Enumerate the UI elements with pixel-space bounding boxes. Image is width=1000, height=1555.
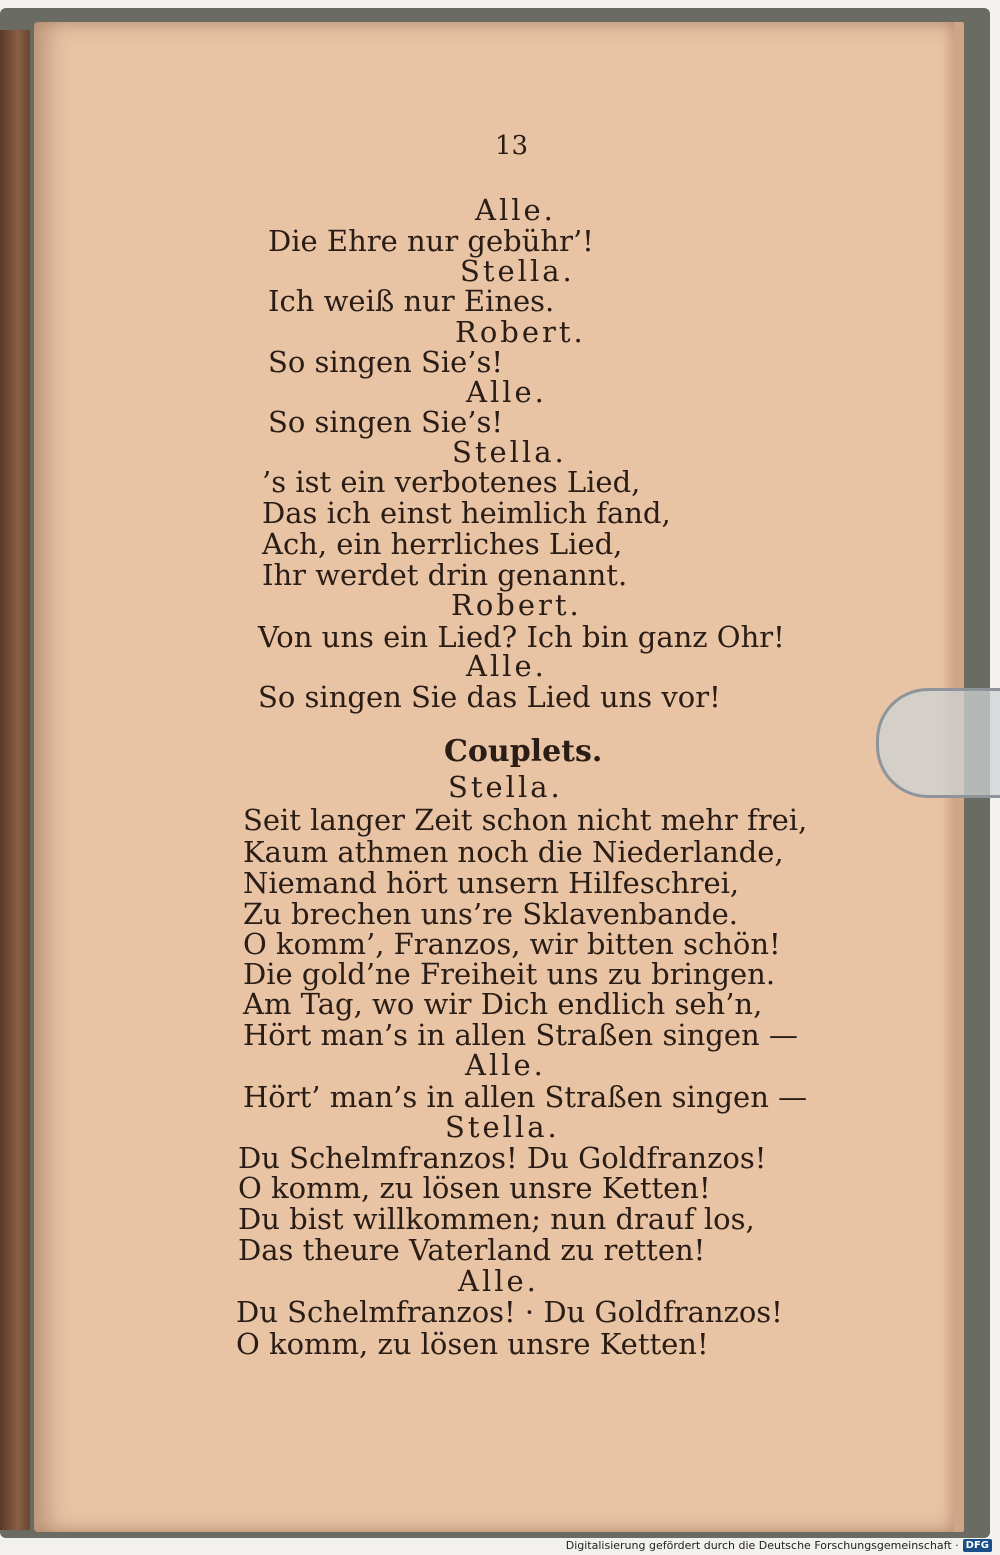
text-line: Die gold’ne Freiheit uns zu bringen. xyxy=(243,957,776,991)
speaker-label: Stella. xyxy=(452,435,567,469)
text-line: Ihr werdet drin genannt. xyxy=(262,558,628,592)
text-line: Hört man’s in allen Straßen singen — xyxy=(243,1018,798,1052)
dfg-logo-icon: DFG xyxy=(963,1539,992,1552)
speaker-label: Robert. xyxy=(451,588,582,622)
book-spine-edge xyxy=(0,30,30,1530)
text-line: Du Schelmfranzos! · Du Goldfranzos! xyxy=(236,1295,783,1329)
speaker-label: Alle. xyxy=(465,1048,546,1082)
text-line: Ich weiß nur Eines. xyxy=(268,284,555,318)
text-line: Kaum athmen noch die Niederlande, xyxy=(243,835,784,869)
speaker-label: Alle. xyxy=(466,649,547,683)
speaker-label: Stella. xyxy=(460,254,575,288)
text-line: Von uns ein Lied? Ich bin ganz Ohr! xyxy=(258,620,785,654)
text-line: Das theure Vaterland zu retten! xyxy=(238,1233,706,1267)
text-line: O komm’, Franzos, wir bitten schön! xyxy=(243,927,781,961)
speaker-label: Alle. xyxy=(475,193,556,227)
text-line: Zu brechen uns’re Sklavenbande. xyxy=(243,897,739,931)
text-line: Seit langer Zeit schon nicht mehr frei, xyxy=(243,803,808,837)
text-line: So singen Sie’s! xyxy=(268,345,504,379)
text-line: So singen Sie’s! xyxy=(268,405,504,439)
speaker-label: Robert. xyxy=(455,315,586,349)
text-line: Am Tag, wo wir Dich endlich seh’n, xyxy=(243,987,763,1021)
speaker-label: Stella. xyxy=(445,1110,560,1144)
section-heading: Couplets. xyxy=(444,734,603,769)
text-line: Niemand hört unsern Hilfeschrei, xyxy=(243,866,740,900)
plastic-page-clip xyxy=(876,688,1000,798)
text-line: Hört’ man’s in allen Straßen singen — xyxy=(243,1080,808,1114)
speaker-label: Alle. xyxy=(458,1264,539,1298)
text-line: Du bist willkommen; nun drauf los, xyxy=(238,1202,755,1236)
text-line: Das ich einst heimlich fand, xyxy=(262,496,671,530)
text-line: Die Ehre nur gebühr’! xyxy=(268,224,594,258)
text-line: O komm, zu lösen unsre Ketten! xyxy=(238,1171,711,1205)
speaker-label: Stella. xyxy=(448,770,563,804)
text-line: So singen Sie das Lied uns vor! xyxy=(258,680,721,714)
text-line: Du Schelmfranzos! Du Goldfranzos! xyxy=(238,1141,767,1175)
text-line: O komm, zu lösen unsre Ketten! xyxy=(236,1327,709,1361)
page-number: 13 xyxy=(495,131,529,161)
digitization-footer xyxy=(566,1537,992,1553)
text-line: ’s ist ein verbotenes Lied, xyxy=(262,465,641,499)
speaker-label: Alle. xyxy=(466,375,547,409)
footer-text: Digitalisierung gefördert durch die Deutsche Forschungsgemeinschaft · xyxy=(565,1538,959,1552)
text-line: Ach, ein herrliches Lied, xyxy=(262,527,623,561)
